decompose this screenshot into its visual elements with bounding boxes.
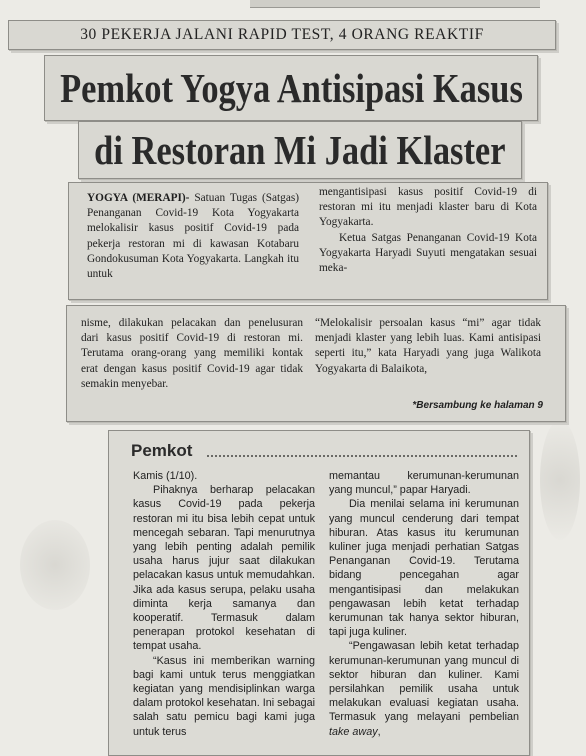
jump-column-1-paragraph-1: Kamis (1/10). [133, 470, 198, 482]
paper-stain [540, 420, 580, 540]
jump-column-2 [329, 469, 519, 739]
jump-column-2-paragraph-3-start: “Pengawasan lebih ketat terhadap kerumunan-kerumunan yang muncul di sektor hiburan dan kuliner. Kami persilahkan pemilik usaha untuk melakukan evaluasi kegiatan usaha. Termasuk yang melayani pembelian [329, 640, 519, 724]
jump-column-2-paragraph-3 [329, 639, 519, 738]
paper-stain [20, 520, 90, 610]
jump-column-1-paragraph-3: “Kasus ini memberikan warning bagi kami untuk terus menggiatkan kegiatan yang mendisiplinkan warga dalam protokol kesehatan. Ini sebagai salah satu pemicu bagi kami juga untuk terus [133, 654, 315, 738]
headline-text-1: Pemkot Yogya Antisipasi Kasus [59, 65, 523, 111]
dotted-rule [207, 455, 517, 457]
continuation-column-2: “Melokalisir persoalan kasus “mi” agar tidak menjadi klaster yang lebih luas. Kami antisipasi seperti itu,” kata Haryadi yang juga Walikota Yogyakarta di Balaikota, [315, 317, 541, 375]
lead-column-2-paragraph-1: mengantisipasi kasus positif Covid-19 di restoran mi itu menjadi klaster baru di Kota Yogyakarta. [319, 186, 537, 229]
headline-line-2 [78, 121, 522, 179]
jump-title: Pemkot [131, 441, 193, 460]
lead-column-1-text: Satuan Tugas (Satgas) Penanganan Covid-19 Kota Yogyakarta melokalisir kasus positif Covid-19 pada pekerja restoran mi di kawasan Kotabaru Gondokusuman Kota Yogyakarta. Langkah itu untuk [87, 192, 299, 281]
jump-column-2-paragraph-1: memantau kerumunan-kerumunan yang muncul,” papar Haryadi. [329, 470, 519, 497]
dateline: YOGYA (MERAPI)- [87, 192, 190, 204]
headline-line-1 [44, 55, 538, 121]
continuation-clipping [66, 305, 566, 422]
jump-column-1-paragraph-2: Pihaknya berharap pelacakan kasus Covid-19 pada pekerja restoran mi itu bisa lebih cepat untuk mencegah sebaran. Tapi menurutnya yang lebih penting adalah pemilik usaha harus jujur saat dilakukan pelacakan kasus untuk memudahkan. Jika ada kasus serupa, pelaku usaha diminta kerja samanya dan kooperatif. Termasuk dalam penerapan protokol kesehatan di tempat usaha. [133, 484, 315, 653]
lead-column-2-paragraph-2: Ketua Satgas Penanganan Covid-19 Kota Yogyakarta Haryadi Suyuti mengatakan sesuai meka- [319, 231, 537, 275]
lead-column-2 [319, 185, 537, 276]
headline-text-2: di Restoran Mi Jadi Klaster [94, 127, 506, 173]
jump-column-1 [133, 469, 315, 739]
lead-clipping [68, 182, 548, 300]
kicker-strip [8, 20, 556, 50]
lead-column-1 [87, 191, 299, 282]
kicker-text: 30 PEKERJA JALANI RAPID TEST, 4 ORANG REAKTIF [80, 26, 484, 43]
take-away-text: take away [329, 725, 378, 738]
jump-clipping [108, 430, 530, 756]
jump-column-2-paragraph-3-end: , [377, 725, 381, 738]
continued-note: *Bersambung ke halaman 9 [412, 400, 543, 411]
top-clipping-edge [250, 0, 540, 8]
jump-column-2-paragraph-2: Dia menilai selama ini kerumunan yang muncul cenderung dari tempat hiburan. Atas kasus itu kerumunan kuliner juga menjadi perhatian Satgas Penanganan Covid-19. Terutama bidang pencegahan agar mengantisipasi dan melakukan pengawasan lebih ketat terhadap kerumunan tak hanya sektor hiburan, tapi juga kuliner. [329, 498, 519, 639]
continuation-column-1: nisme, dilakukan pelacakan dan penelusuran dari kasus positif Covid-19 di restoran mi. Terutama orang-orang yang memiliki kontak erat dengan kasus positif Covid-19 agar tidak semakin menyebar. [81, 317, 303, 390]
